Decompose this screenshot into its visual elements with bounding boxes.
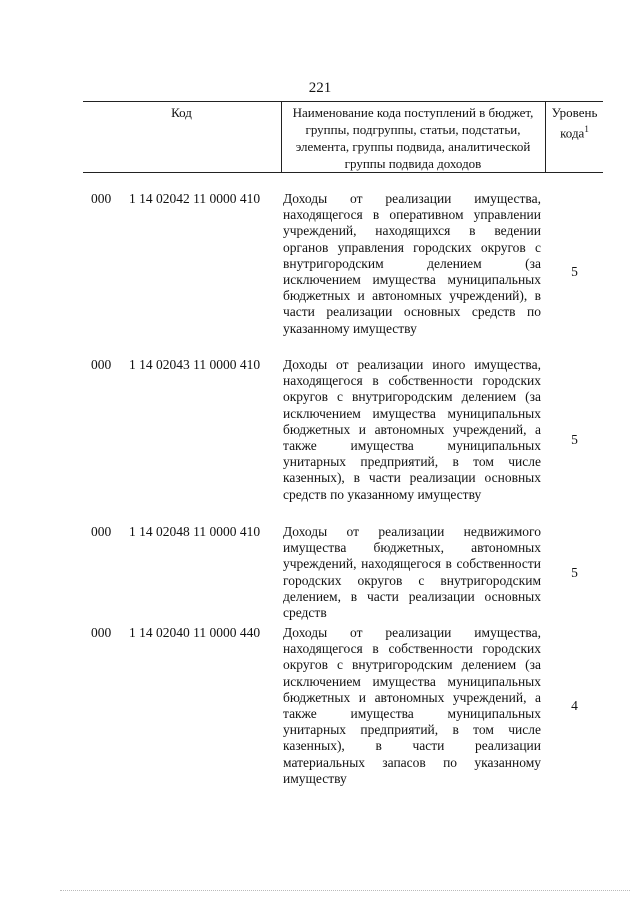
header-level: [546, 104, 603, 141]
row-level: 5: [571, 432, 578, 447]
row-level: 5: [571, 264, 578, 279]
row-code: 1 14 02040 11 0000 440: [129, 625, 261, 640]
row-prefix: 000: [91, 625, 112, 640]
row-code: 1 14 02048 11 0000 410: [129, 524, 261, 539]
row-code: 1 14 02042 11 0000 410: [129, 191, 261, 206]
row-prefix: 000: [91, 524, 112, 539]
row-name: Доходы от реализации имущества, находящегося в оперативном управлении учреждений, находящихся в ведении органов управления городских округов с внутригородским делением (за исключением имущества муниципальных бюджетных и автономных учреждений), в части реализации основных средств по указанному имуществу: [283, 191, 541, 336]
row-level: 4: [571, 698, 578, 713]
footnote-marker: 1: [584, 124, 589, 134]
row-level: 5: [571, 565, 578, 580]
row-prefix: 000: [91, 191, 112, 206]
header-code: Код: [171, 105, 192, 120]
page-number: 221: [308, 80, 332, 96]
table-header: [83, 101, 603, 173]
row-code: 1 14 02043 11 0000 410: [129, 357, 261, 372]
row-name: Доходы от реализации недвижимого имущества бюджетных, автономных учреждений, находящегося в собственности городских округов с внутригородским делением, в части реализации основных средств: [283, 524, 541, 621]
scan-edge: [60, 890, 630, 892]
header-name: Наименование кода поступлений в бюджет, группы, подгруппы, статьи, подстатьи, элемента, группы подвида, аналитической группы подвида доходов: [292, 105, 534, 171]
header-level-label: Уровень кода: [551, 105, 598, 141]
row-name: Доходы от реализации имущества, находящегося в собственности городских округов с внутригородским делением (за исключением имущества муниципальных бюджетных и автономных учреждений, а также имущества муниципальных унитарных предприятий, в том числе казенных), в части реализации материальных запасов по указанному имуществу: [283, 625, 541, 786]
row-name: Доходы от реализации иного имущества, находящегося в собственности городских округов с внутригородским делением (за исключением имущества муниципальных бюджетных и автономных учреждений, а также имущества муниципальных унитарных предприятий, в том числе казенных), в части реализации основных средств по указанному имуществу: [283, 357, 541, 502]
row-prefix: 000: [91, 357, 112, 372]
